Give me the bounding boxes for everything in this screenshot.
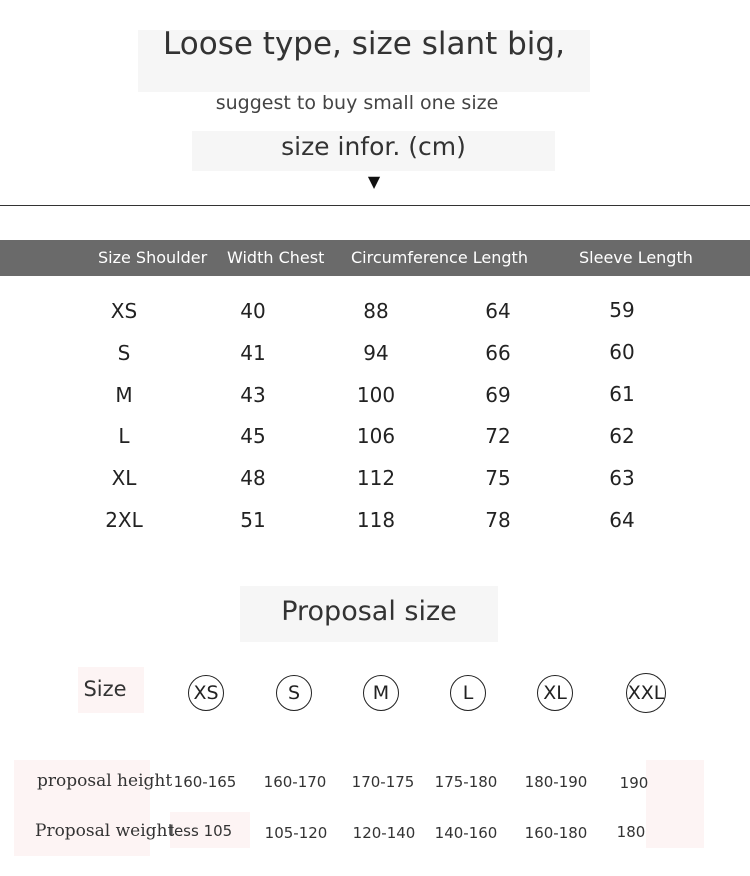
- table-cell: XS: [110, 299, 138, 323]
- weight-value: less 105: [169, 822, 233, 840]
- table-cell: 72: [485, 424, 511, 448]
- proposal-height-label: proposal height: [37, 771, 173, 791]
- size-label: Size: [83, 677, 127, 701]
- weight-value: 160-180: [524, 824, 588, 842]
- table-cell: 45: [240, 424, 266, 448]
- table-cell: 94: [363, 341, 389, 365]
- table-cell: 100: [356, 383, 396, 407]
- column-header-sleeve-length: Sleeve Length: [579, 248, 693, 267]
- divider: [0, 205, 750, 206]
- height-value: 160-165: [173, 773, 237, 791]
- size-badge-l: L: [450, 675, 486, 711]
- table-cell: 78: [485, 508, 511, 532]
- table-cell: S: [117, 341, 131, 365]
- table-cell: L: [118, 424, 130, 448]
- table-cell: 106: [356, 424, 396, 448]
- table-cell: 59: [609, 298, 635, 322]
- height-value: 170-175: [351, 773, 415, 791]
- table-cell: 41: [240, 341, 266, 365]
- column-header-width-chest: Width Chest: [227, 248, 325, 267]
- column-header-size-shoulder: Size Shoulder: [98, 248, 208, 267]
- table-cell: 2XL: [105, 508, 143, 532]
- page-title: Loose type, size slant big,: [163, 26, 565, 62]
- table-cell: 88: [363, 299, 389, 323]
- table-cell: M: [115, 383, 133, 407]
- size-badge-xxl: XXL: [626, 673, 666, 713]
- table-cell: 63: [609, 466, 635, 490]
- table-cell: 69: [485, 383, 511, 407]
- table-cell: 40: [240, 299, 266, 323]
- size-badge-m: M: [363, 675, 399, 711]
- size-info-heading: size infor. (cm): [281, 132, 466, 161]
- size-badge-s: S: [276, 675, 312, 711]
- page-subtitle: suggest to buy small one size: [215, 92, 499, 114]
- height-value: 175-180: [434, 773, 498, 791]
- height-value: 180-190: [524, 773, 588, 791]
- size-badge-xl: XL: [537, 675, 573, 711]
- height-value: 190: [619, 774, 649, 792]
- weight-value: 105-120: [264, 824, 328, 842]
- weight-value: 180: [616, 823, 646, 841]
- table-cell: 51: [240, 508, 266, 532]
- table-cell: 60: [609, 340, 635, 364]
- table-cell: 48: [240, 466, 266, 490]
- weight-value: 120-140: [352, 824, 416, 842]
- weight-value: 140-160: [434, 824, 498, 842]
- table-cell: 61: [609, 382, 635, 406]
- proposal-size-title: Proposal size: [281, 596, 457, 627]
- table-cell: 64: [609, 508, 635, 532]
- table-cell: 43: [240, 383, 266, 407]
- table-cell: 66: [485, 341, 511, 365]
- table-cell: 62: [609, 424, 635, 448]
- table-cell: 75: [485, 466, 511, 490]
- column-header-circumference-length: Circumference Length: [351, 248, 528, 267]
- table-cell: 64: [485, 299, 511, 323]
- size-badge-xs: XS: [188, 675, 224, 711]
- table-cell: 118: [356, 508, 396, 532]
- table-cell: 112: [356, 466, 396, 490]
- proposal-weight-label: Proposal weight: [35, 821, 175, 841]
- table-cell: XL: [111, 466, 137, 490]
- down-arrow-icon: ▼: [367, 172, 381, 191]
- height-value: 160-170: [263, 773, 327, 791]
